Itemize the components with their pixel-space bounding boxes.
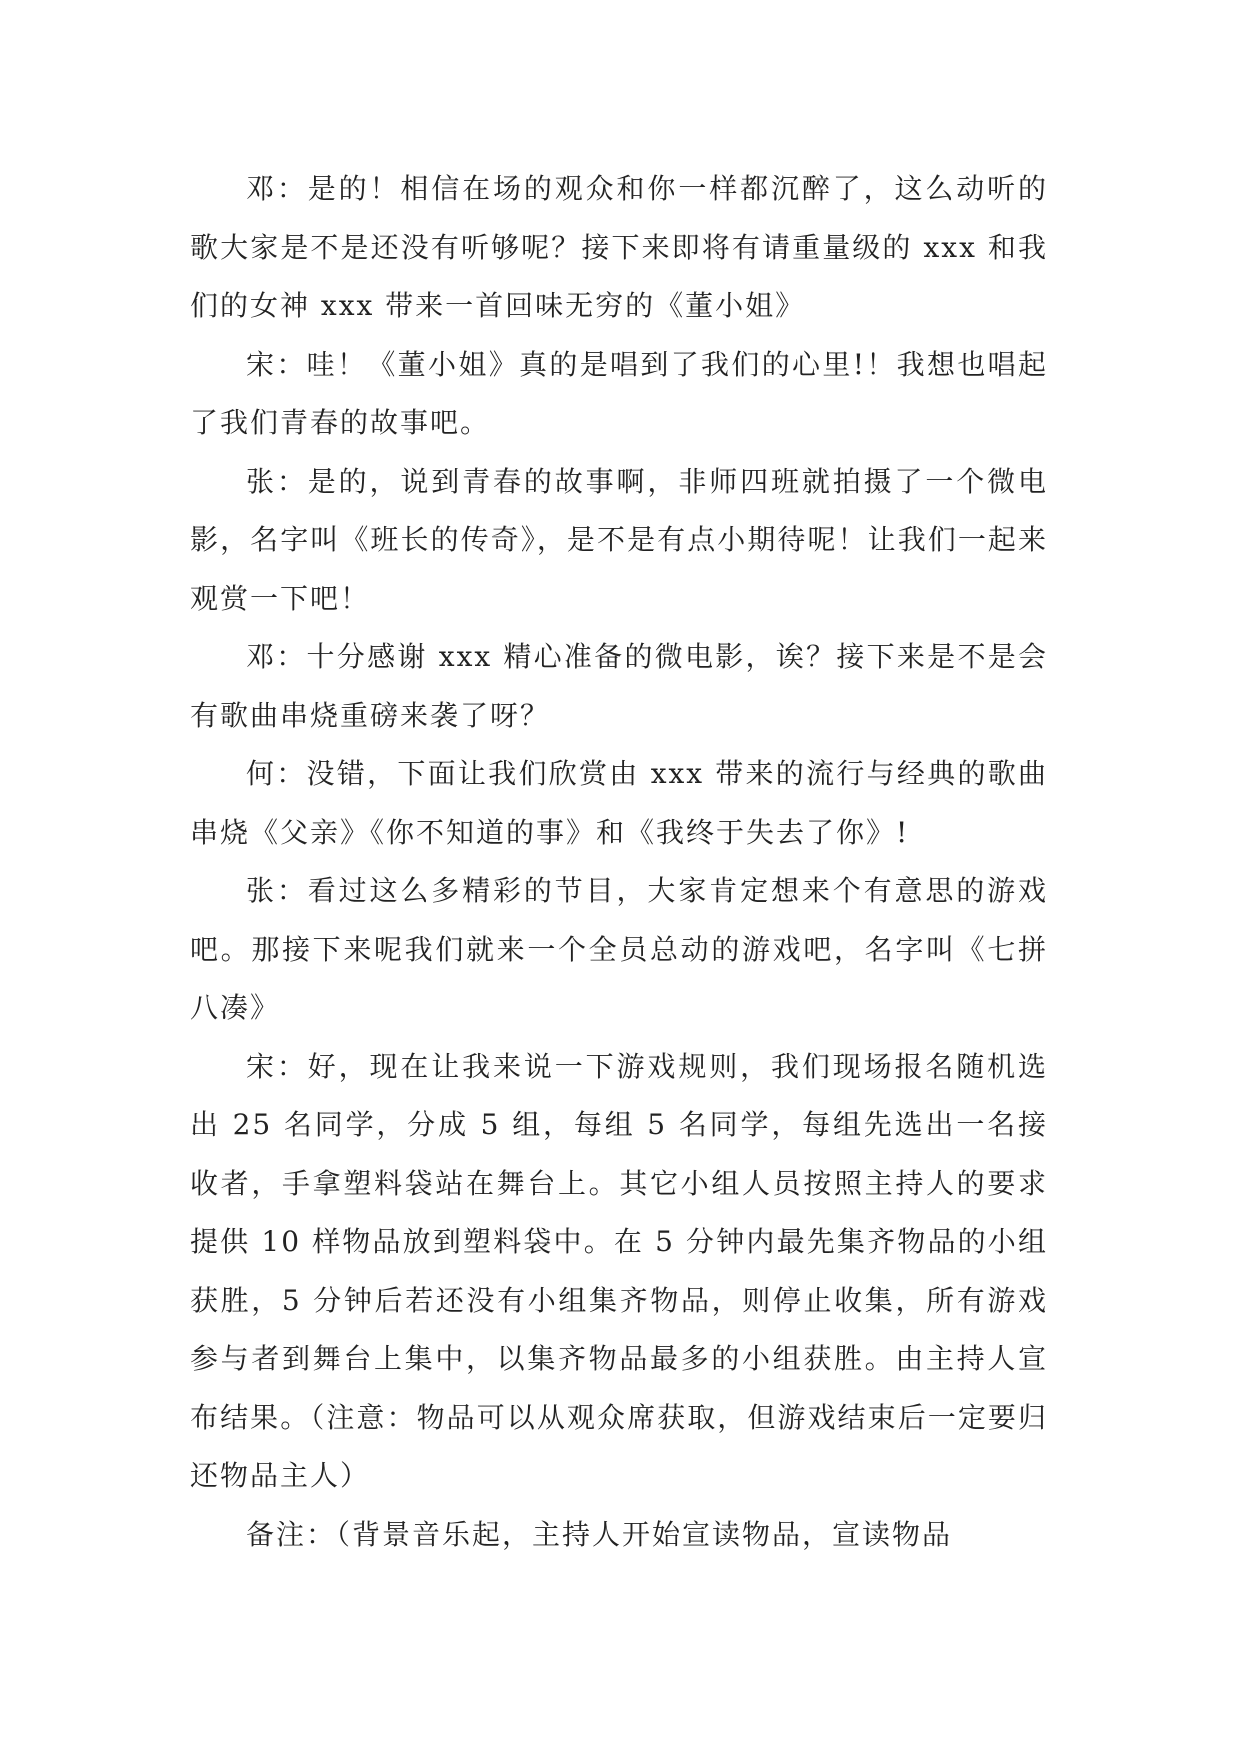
paragraph-deng-1: 邓：是的！相信在场的观众和你一样都沉醉了，这么动听的歌大家是不是还没有听够呢？接下来即将有请重量级的 xxx 和我们的女神 xxx 带来一首回味无穷的《董小姐》 bbox=[190, 172, 1048, 322]
paragraph-zhang-1: 张：是的，说到青春的故事啊，非师四班就拍摄了一个微电影，名字叫《班长的传奇》，是不是有点小期待呢！让我们一起来观赏一下吧！ bbox=[190, 464, 1048, 615]
paragraph-song-1: 宋：哇！《董小姐》真的是唱到了我们的心里!！我想也唱起了我们青春的故事吧。 bbox=[190, 347, 1048, 439]
paragraph-he-1: 何：没错，下面让我们欣赏由 xxx 带来的流行与经典的歌曲串烧《父亲》《你不知道的事》和《我终于失去了你》! bbox=[190, 757, 1048, 849]
paragraph-note: 备注：（背景音乐起，主持人开始宣读物品，宣读物品 bbox=[246, 1517, 953, 1551]
paragraph-song-2: 宋：好，现在让我来说一下游戏规则，我们现场报名随机选出 25 名同学，分成 5 组，每组 5 名同学，每组先选出一名接收者，手拿塑料袋站在舞台上。其它小组人员按照主持人的要求提供 10 样物品放到塑料袋中。在 5 分钟内最先集齐物品的小组获胜，5 分钟后若还没有小组集齐物品，则停止收集，所有游戏参与者到舞台上集中，以集齐物品最多的小组获胜。由主持人宣布结果。（注意：物品可以从观众席获取，但游戏结束后一定要归还物品主人） bbox=[190, 1049, 1048, 1492]
document-body bbox=[190, 160, 1048, 1564]
paragraph-deng-2: 邓：十分感谢 xxx 精心准备的微电影，诶？接下来是不是会有歌曲串烧重磅来袭了呀？ bbox=[190, 640, 1048, 732]
paragraph-zhang-2: 张：看过这么多精彩的节目，大家肯定想来个有意思的游戏吧。那接下来呢我们就来一个全员总动的游戏吧，名字叫《七拼八凑》 bbox=[190, 874, 1048, 1024]
